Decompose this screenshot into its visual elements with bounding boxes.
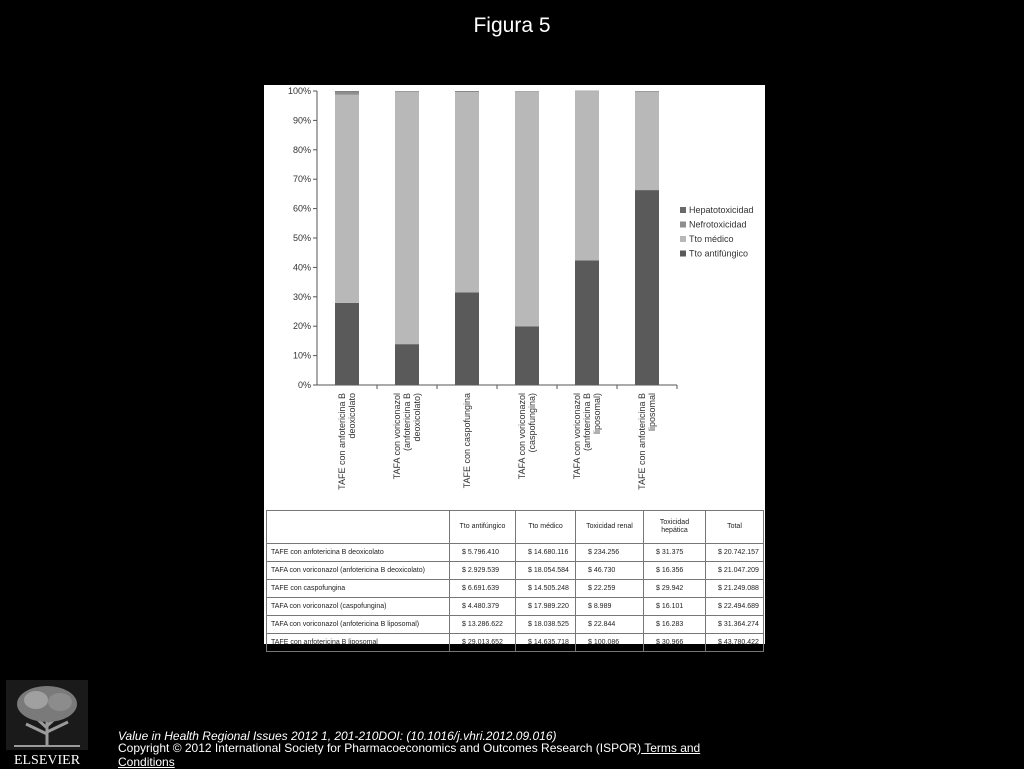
y-tick-label: 80% <box>293 145 311 155</box>
legend-label: Nefrotoxicidad <box>689 220 747 230</box>
table-row <box>267 616 764 634</box>
x-tick-label <box>462 393 472 488</box>
table-row-label: TAFE con anfotericina B liposomal <box>267 634 450 652</box>
bar-segment <box>575 260 599 385</box>
table-header-cell: Total <box>706 511 764 544</box>
table-cell: $ 234.256 <box>576 544 644 562</box>
x-tick-label-line: TAFA con voriconazol <box>572 393 582 479</box>
elsevier-logo <box>6 680 88 766</box>
table-cell: $ 13.286.622 <box>450 616 516 634</box>
bar-segment <box>575 91 599 260</box>
terms-link[interactable]: Terms and Conditions <box>118 741 700 769</box>
copyright-text: Copyright © 2012 International Society for Pharmacoeconomics and Outcomes Research (ISPOR) <box>118 741 641 755</box>
table-cell: $ 14.505.248 <box>516 580 576 598</box>
table-header-cell: Tto médico <box>516 511 576 544</box>
table-row <box>267 598 764 616</box>
x-tick-label-line: (caspofungina) <box>527 393 537 453</box>
x-tick-label <box>337 393 357 490</box>
y-tick-label: 70% <box>293 174 311 184</box>
table-cell: $ 18.054.584 <box>516 562 576 580</box>
bar-segment <box>455 292 479 385</box>
citation: Value in Health Regional Issues 2012 1, 201-210DOI: (10.1016/j.vhri.2012.09.016) <box>118 729 557 743</box>
table-cell: $ 18.038.525 <box>516 616 576 634</box>
table-cell: $ 16.356 <box>644 562 706 580</box>
x-tick-label-line: TAFE con caspofungina <box>462 393 472 488</box>
x-tick-label <box>572 393 602 479</box>
x-tick-label-line: liposomal) <box>592 393 602 434</box>
table-header-cell: Tto antifúngico <box>450 511 516 544</box>
bar-segment <box>515 91 539 326</box>
legend-label: Hepatotoxicidad <box>689 205 754 215</box>
table-cell: $ 30.966 <box>644 634 706 652</box>
x-tick-label-line: TAFA con voriconazol <box>392 393 402 479</box>
table-cell: $ 29.942 <box>644 580 706 598</box>
legend-swatch <box>680 207 686 213</box>
table-cell: $ 14.635.718 <box>516 634 576 652</box>
table-cell: $ 20.742.157 <box>706 544 764 562</box>
legend-swatch <box>680 222 686 228</box>
cost-table <box>266 510 764 652</box>
y-tick-label: 0% <box>298 380 311 390</box>
legend-swatch <box>680 236 686 242</box>
y-tick-label: 10% <box>293 351 311 361</box>
bar-segment <box>395 91 419 92</box>
bar-segment <box>455 92 479 293</box>
table-header-cell: Toxicidad renal <box>576 511 644 544</box>
x-tick-label-line: deoxicolato) <box>412 393 422 442</box>
legend-label: Tto antifúngico <box>689 249 748 259</box>
x-tick-label <box>637 393 657 490</box>
bar-segment <box>635 92 659 190</box>
bar-segment <box>455 91 479 92</box>
x-tick-label-line: (anfotericina B <box>402 393 412 451</box>
stacked-bar-chart <box>264 85 765 505</box>
table-row <box>267 544 764 562</box>
x-tick-label-line: liposomal <box>647 393 657 431</box>
table-cell: $ 6.691.639 <box>450 580 516 598</box>
bar-segment <box>335 303 359 385</box>
x-tick-label <box>392 393 422 479</box>
table-row-label: TAFE con anfotericina B deoxicolato <box>267 544 450 562</box>
x-tick-label-line: deoxicolato <box>347 393 357 439</box>
table-cell: $ 2.929.539 <box>450 562 516 580</box>
table-cell: $ 16.283 <box>644 616 706 634</box>
table-row <box>267 634 764 652</box>
y-tick-label: 100% <box>288 86 311 96</box>
table-cell: $ 29.013.652 <box>450 634 516 652</box>
table-cell: $ 4.480.379 <box>450 598 516 616</box>
legend-swatch <box>680 251 686 257</box>
table-row <box>267 580 764 598</box>
table-cell: $ 16.101 <box>644 598 706 616</box>
table-cell: $ 100.086 <box>576 634 644 652</box>
table-cell: $ 8.989 <box>576 598 644 616</box>
table-row <box>267 562 764 580</box>
page-title: Figura 5 <box>0 14 1024 38</box>
y-tick-label: 60% <box>293 204 311 214</box>
table-row-label: TAFA con voriconazol (anfotericina B deoxicolato) <box>267 562 450 580</box>
table-cell: $ 22.494.689 <box>706 598 764 616</box>
bar-segment <box>635 91 659 92</box>
x-tick-label <box>517 393 537 479</box>
y-tick-label: 20% <box>293 321 311 331</box>
table-cell: $ 31.375 <box>644 544 706 562</box>
logo-wordmark: ELSEVIER <box>14 753 81 766</box>
bar-segment <box>335 95 359 303</box>
table-row-label: TAFA con voriconazol (caspofungina) <box>267 598 450 616</box>
x-tick-label-line: TAFE con anfotericina B <box>637 393 647 490</box>
table-header-cell: Toxicidad hepática <box>644 511 706 544</box>
bar-segment <box>395 92 419 344</box>
table-cell: $ 21.249.088 <box>706 580 764 598</box>
table-cell: $ 22.844 <box>576 616 644 634</box>
table-cell: $ 5.796.410 <box>450 544 516 562</box>
table-cell: $ 17.989.220 <box>516 598 576 616</box>
table-cell: $ 46.730 <box>576 562 644 580</box>
copyright <box>118 741 738 769</box>
x-tick-label-line: TAFA con voriconazol <box>517 393 527 479</box>
y-tick-label: 90% <box>293 115 311 125</box>
table-row-label: TAFA con voriconazol (anfotericina B liposomal) <box>267 616 450 634</box>
figure-panel <box>264 85 765 644</box>
table-header-row <box>267 511 764 544</box>
table-header-cell <box>267 511 450 544</box>
table-cell: $ 14.680.116 <box>516 544 576 562</box>
bar-segment <box>635 190 659 385</box>
x-tick-label-line: TAFE con anfotericina B <box>337 393 347 490</box>
bar-segment <box>335 91 359 92</box>
y-tick-label: 30% <box>293 292 311 302</box>
table-cell: $ 22.259 <box>576 580 644 598</box>
y-tick-label: 50% <box>293 233 311 243</box>
table-row-label: TAFE con caspofungina <box>267 580 450 598</box>
y-tick-label: 40% <box>293 262 311 272</box>
bar-segment <box>515 326 539 385</box>
bar-segment <box>395 344 419 385</box>
legend-label: Tto médico <box>689 234 734 244</box>
table-cell: $ 43.780.422 <box>706 634 764 652</box>
bar-segment <box>335 92 359 95</box>
table-cell: $ 31.364.274 <box>706 616 764 634</box>
x-tick-label-line: (anfotericina B <box>582 393 592 451</box>
table-cell: $ 21.047.209 <box>706 562 764 580</box>
